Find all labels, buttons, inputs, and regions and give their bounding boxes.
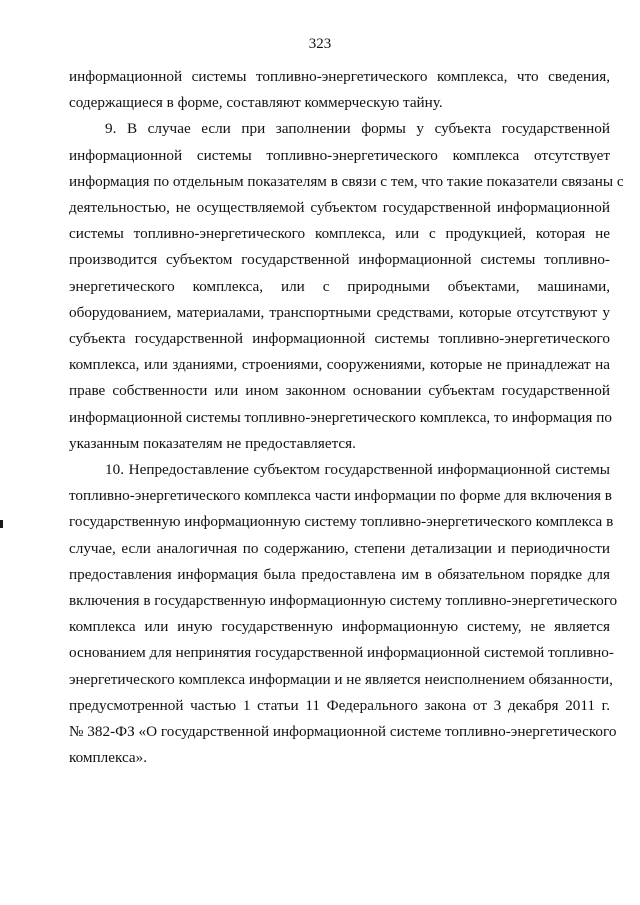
text-line: энергетического комплекса информации и не является неисполнением обязанности, (69, 670, 613, 688)
body-text (69, 64, 624, 771)
text-line: указанным показателям не предоставляется. (69, 434, 356, 452)
text-line: содержащиеся в форме, составляют коммерческую тайну. (69, 94, 443, 112)
page-number: 323 (308, 36, 332, 52)
text-line: № 382-ФЗ «О государственной информационной системе топливно-энергетического (69, 723, 617, 741)
scan-edge-mark (0, 520, 3, 528)
text-line: случае, если аналогичная по содержанию, степени детализации и периодичности (69, 539, 610, 557)
text-line: энергетического комплекса, или с природными объектами, машинами, (69, 277, 610, 295)
text-line: включения в государственную информационную систему топливно-энергетического (69, 592, 618, 610)
paragraph-item-10 (69, 457, 618, 771)
text-line: комплекса, или зданиями, строениями, сооружениями, которые не принадлежат на (69, 356, 610, 374)
text-line: оборудованием, материалами, транспортными средствами, которые отсутствуют у (69, 303, 610, 321)
text-line: основанием для непринятия государственной информационной системой топливно- (69, 644, 614, 662)
text-line: 9. В случае если при заполнении формы у субъекта государственной (105, 120, 610, 138)
text-line: информационной системы топливно-энергетического комплекса отсутствует (69, 146, 610, 164)
text-line: 10. Непредоставление субъектом государственной информационной системы (105, 461, 610, 479)
text-line: деятельностью, не осуществляемой субъектом государственной информационной (69, 199, 610, 217)
text-line: праве собственности или ином законном основании субъектам государственной (69, 382, 610, 400)
text-line: информация по отдельным показателям в связи с тем, что такие показатели связаны с (69, 172, 624, 190)
paragraph-continuation (69, 64, 610, 116)
text-line: комплекса или иную государственную информационную систему, не является (69, 618, 610, 636)
text-line: топливно-энергетического комплекса части информации по форме для включения в (69, 487, 612, 505)
text-line: производится субъектом государственной информационной системы топливно- (69, 251, 610, 269)
text-line: предусмотренной частью 1 статьи 11 Федерального закона от 3 декабря 2011 г. (69, 696, 610, 714)
text-line: информационной системы топливно-энергетического комплекса, что сведения, (69, 68, 610, 85)
text-line: комплекса». (69, 749, 148, 767)
paragraph-item-9 (69, 116, 624, 457)
text-line: информационной системы топливно-энергетического комплекса, то информация по (69, 408, 612, 426)
text-line: субъекта государственной информационной системы топливно-энергетического (69, 330, 610, 348)
text-line: предоставления информация была предоставлена им в обязательном порядке для (69, 565, 610, 583)
text-line: системы топливно-энергетического комплекса, или с продукцией, которая не (69, 225, 610, 243)
text-line: государственную информационную систему топливно-энергетического комплекса в (69, 513, 614, 531)
